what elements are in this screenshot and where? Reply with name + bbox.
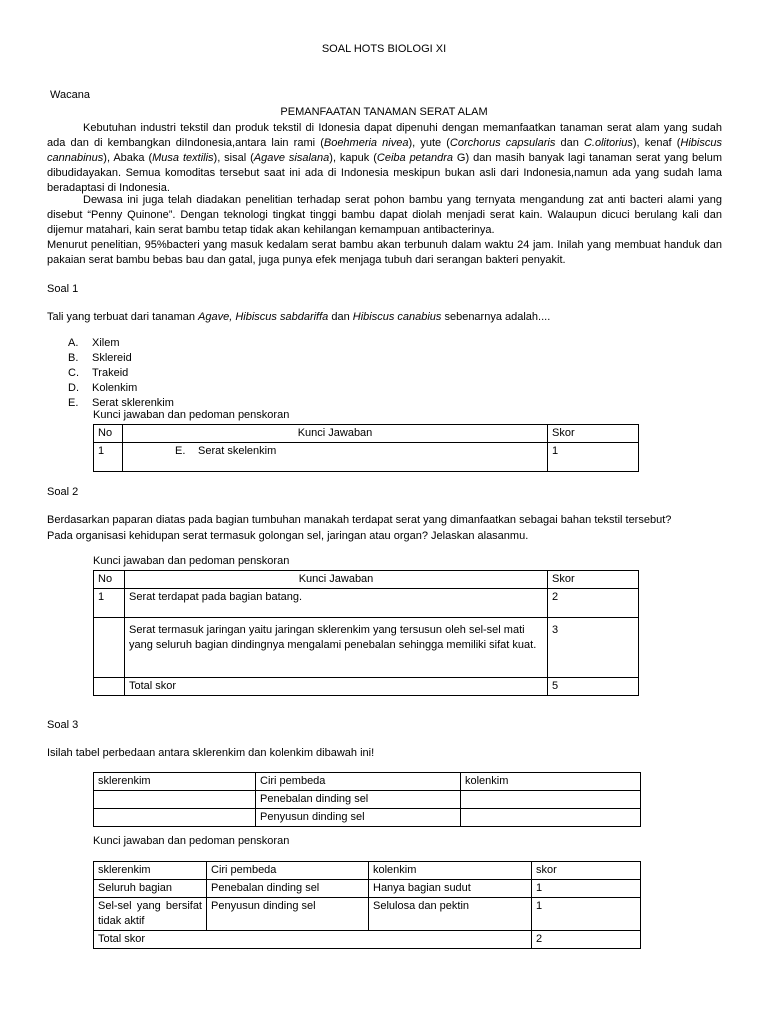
- table-cell: Penyusun dinding sel: [207, 898, 369, 931]
- table-cell: Selulosa dan pektin: [369, 898, 532, 931]
- soal-3-label: Soal 3: [47, 719, 79, 731]
- total-label: Total skor: [94, 931, 532, 949]
- table-cell: [461, 791, 641, 809]
- table-cell: kolenkim: [369, 862, 532, 880]
- table-cell: Hanya bagian sudut: [369, 880, 532, 898]
- option-b: B. Sklereid: [68, 352, 132, 364]
- wacana-label: Wacana: [50, 89, 90, 101]
- soal-3-answer-table: [93, 861, 641, 949]
- soal-2-question: Berdasarkan paparan diatas pada bagian tumbuhan manakah terdapat serat yang dimanfaatkan sebagai bahan tekstil tersebut? Pada organisasi kehidupan serat termasuk golongan sel, jaringan atau organ? Jelaskan alasanmu.: [47, 514, 672, 542]
- cell-total-skor: 5: [548, 678, 639, 696]
- soal-2-kunci-label: Kunci jawaban dan pedoman penskoran: [93, 555, 290, 567]
- table-cell: sklerenkim: [94, 773, 256, 791]
- header-kunci: Kunci Jawaban: [123, 425, 548, 443]
- table-cell: 1: [532, 880, 641, 898]
- soal-3-question: Isilah tabel perbedaan antara sklerenkim dan kolenkim dibawah ini!: [47, 747, 375, 759]
- header-no: No: [94, 425, 123, 443]
- passage-paragraph-2: Dewasa ini juga telah diadakan penelitian terhadap serat pohon bambu yang ternyata mengandung zat anti bacteri alami yang disebut “Penny Quinone”. Dengan teknologi tingkat tinggi bambu dapat diolah menjadi serat kain. Walaupun dicuci berulang kali dan dijemur matahari, kain serat bambu tetap tidak akan kehilangan kemampuan antibacterinya.: [47, 194, 722, 236]
- table-cell: Penebalan dinding sel: [256, 791, 461, 809]
- table-cell: Seluruh bagian: [94, 880, 207, 898]
- option-e: E. Serat sklerenkim: [68, 397, 174, 409]
- soal-2-answer-table: [93, 570, 639, 696]
- cell-answer: E. Serat skelenkim: [123, 443, 548, 472]
- table-cell: Ciri pembeda: [207, 862, 369, 880]
- cell-skor: 1: [548, 443, 639, 472]
- document-title: SOAL HOTS BIOLOGI XI: [321, 43, 447, 55]
- cell-skor: 2: [548, 589, 639, 618]
- table-cell: Sel-sel yang bersifat tidak aktif: [94, 898, 207, 931]
- table-cell: kolenkim: [461, 773, 641, 791]
- soal-1-kunci-label: Kunci jawaban dan pedoman penskoran: [93, 409, 290, 421]
- option-a: A. Xilem: [68, 337, 120, 349]
- cell-no: 1: [94, 589, 125, 618]
- soal-3-kunci-label: Kunci jawaban dan pedoman penskoran: [93, 835, 290, 847]
- table-cell: skor: [532, 862, 641, 880]
- passage-paragraph-3: Menurut penelitian, 95%bacteri yang masuk kedalam serat bambu akan terbunuh dalam waktu 24 jam. Inilah yang membuat handuk dan pakaian serat bambu bebas bau dan gatal, juga punya efek menjaga tubuh dari serangan bakteri penyakit.: [47, 239, 722, 266]
- cell-answer: Serat termasuk jaringan yaitu jaringan sklerenkim yang tersusun oleh sel-sel mati yang seluruh bagian dindingnya mengalami penebalan sehingga memiliki sifat kuat.: [125, 618, 548, 678]
- cell-no: [94, 678, 125, 696]
- soal-1-answer-table: [93, 424, 639, 472]
- table-cell: Penyusun dinding sel: [256, 809, 461, 827]
- table-cell: [94, 809, 256, 827]
- header-no: No: [94, 571, 125, 589]
- option-d: D. Kolenkim: [68, 382, 138, 394]
- cell-skor: 3: [548, 618, 639, 678]
- soal-3-question-table: [93, 772, 641, 827]
- option-c: C. Trakeid: [68, 367, 129, 379]
- soal-1-options: [68, 336, 174, 411]
- soal-2-label: Soal 2: [47, 486, 79, 498]
- cell-total-label: Total skor: [125, 678, 548, 696]
- table-cell: Penebalan dinding sel: [207, 880, 369, 898]
- table-cell: Ciri pembeda: [256, 773, 461, 791]
- table-cell: 1: [532, 898, 641, 931]
- passage-paragraph-1: Kebutuhan industri tekstil dan produk tekstil di Idonesia dapat dipenuhi dengan memanfaatkan tanaman serat alam yang sudah ada dan di kembangkan diIndonesia,antara lain rami (Boehmeria nivea), yute (Corchorus capsularis dan C.olitorius), kenaf (Hibiscus cannabinus), Abaka (Musa textilis), sisal (Agave sisalana), kapuk (Ceiba petandra G) dan masih banyak lagi tanaman serat yang belum dibudidayakan. Semua komoditas tersebut saat ini ada di Indonesia meskipun bukan asli dari Indonesia,namun ada yang sudah lama beradaptasi di Indonesia.: [47, 122, 722, 194]
- header-skor: Skor: [548, 425, 639, 443]
- soal-1-label: Soal 1: [47, 283, 79, 295]
- soal-1-question: Tali yang terbuat dari tanaman Agave, Hibiscus sabdariffa dan Hibiscus canabius sebenarnya adalah....: [47, 311, 551, 323]
- header-kunci: Kunci Jawaban: [125, 571, 548, 589]
- table-cell: [94, 791, 256, 809]
- table-cell: sklerenkim: [94, 862, 207, 880]
- table-cell: [461, 809, 641, 827]
- passage-title: PEMANFAATAN TANAMAN SERAT ALAM: [280, 106, 488, 118]
- cell-no: [94, 618, 125, 678]
- cell-no: 1: [94, 443, 123, 472]
- cell-answer: Serat terdapat pada bagian batang.: [125, 589, 548, 618]
- total-value: 2: [532, 931, 641, 949]
- header-skor: Skor: [548, 571, 639, 589]
